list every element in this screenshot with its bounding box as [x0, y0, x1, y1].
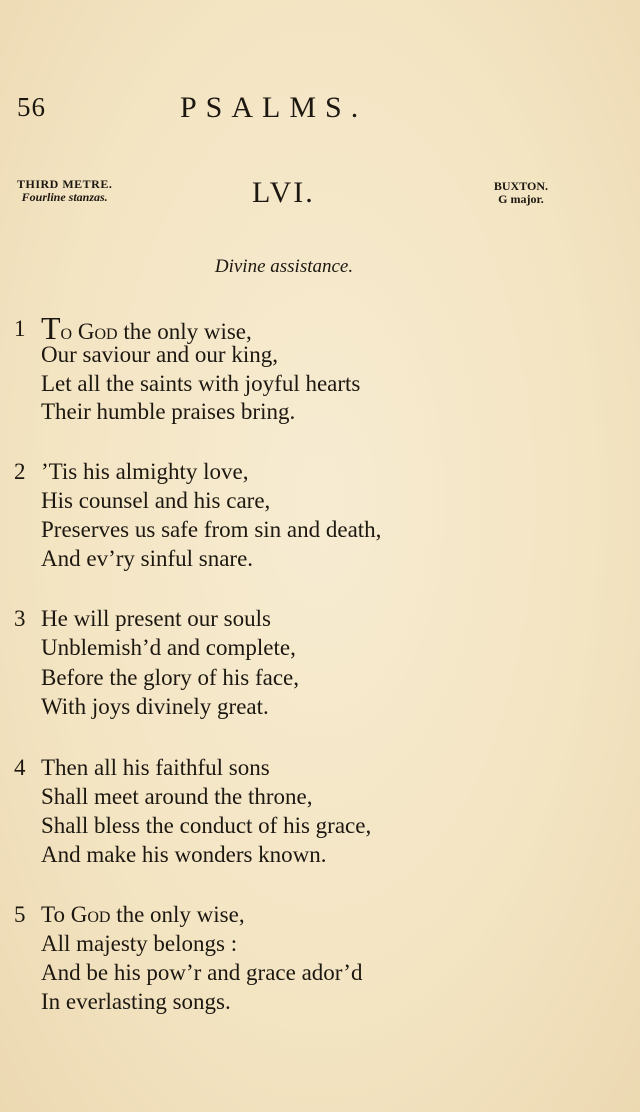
drop-cap: T: [41, 310, 61, 346]
stanza-line: And ev’ry sinful snare.: [41, 546, 254, 571]
metre-label: THIRD METRE.: [17, 177, 113, 191]
stanza-line: Our saviour and our king,: [41, 342, 278, 367]
stanza-line: To God the only wise,: [41, 902, 245, 927]
stanza-line: In everlasting songs.: [41, 989, 231, 1014]
psalm-subtitle: Divine assistance.: [214, 256, 354, 277]
stanza-line: Let all the saints with joyful hearts: [41, 371, 361, 396]
stanza-line: His counsel and his care,: [41, 488, 271, 513]
tune-info: [494, 180, 548, 206]
tune-name: BUXTON.: [493, 179, 548, 193]
psalm-number: LVI.: [252, 176, 315, 209]
stanza-number: 3: [14, 606, 26, 631]
stanza-number: 2: [14, 459, 26, 484]
page-number: 56: [17, 92, 46, 122]
tune-key: G major.: [498, 192, 544, 206]
divine-name: God: [70, 902, 111, 927]
stanza-line: And make his wonders known.: [41, 842, 327, 867]
stanza-form-label: Fourline stanzas.: [21, 190, 108, 204]
running-head: PSALMS.: [180, 91, 368, 124]
stanza-line: Then all his faithful sons: [41, 755, 270, 780]
stanza-line: Shall bless the conduct of his grace,: [41, 813, 372, 838]
divine-name: God: [77, 319, 118, 344]
stanza-line: Unblemish’d and complete,: [41, 635, 296, 660]
stanza-number: 5: [14, 902, 26, 927]
stanza-line: All majesty belongs :: [41, 931, 238, 956]
stanza-line: Shall meet around the throne,: [41, 784, 313, 809]
stanza-line: With joys divinely great.: [41, 694, 269, 719]
stanza-line: He will present our souls: [41, 606, 271, 631]
stanza-line: ’Tis his almighty love,: [41, 459, 249, 484]
stanza-line: And be his pow’r and grace ador’d: [41, 960, 363, 985]
metre-info: [17, 178, 112, 204]
stanza-line: To God the only wise,: [41, 310, 252, 346]
stanza-line: Before the glory of his face,: [41, 665, 300, 690]
stanza-number: 4: [14, 755, 26, 780]
stanza-line: Preserves us safe from sin and death,: [41, 517, 382, 542]
stanza-line: Their humble praises bring.: [41, 399, 296, 424]
stanza-number: 1: [14, 316, 26, 341]
